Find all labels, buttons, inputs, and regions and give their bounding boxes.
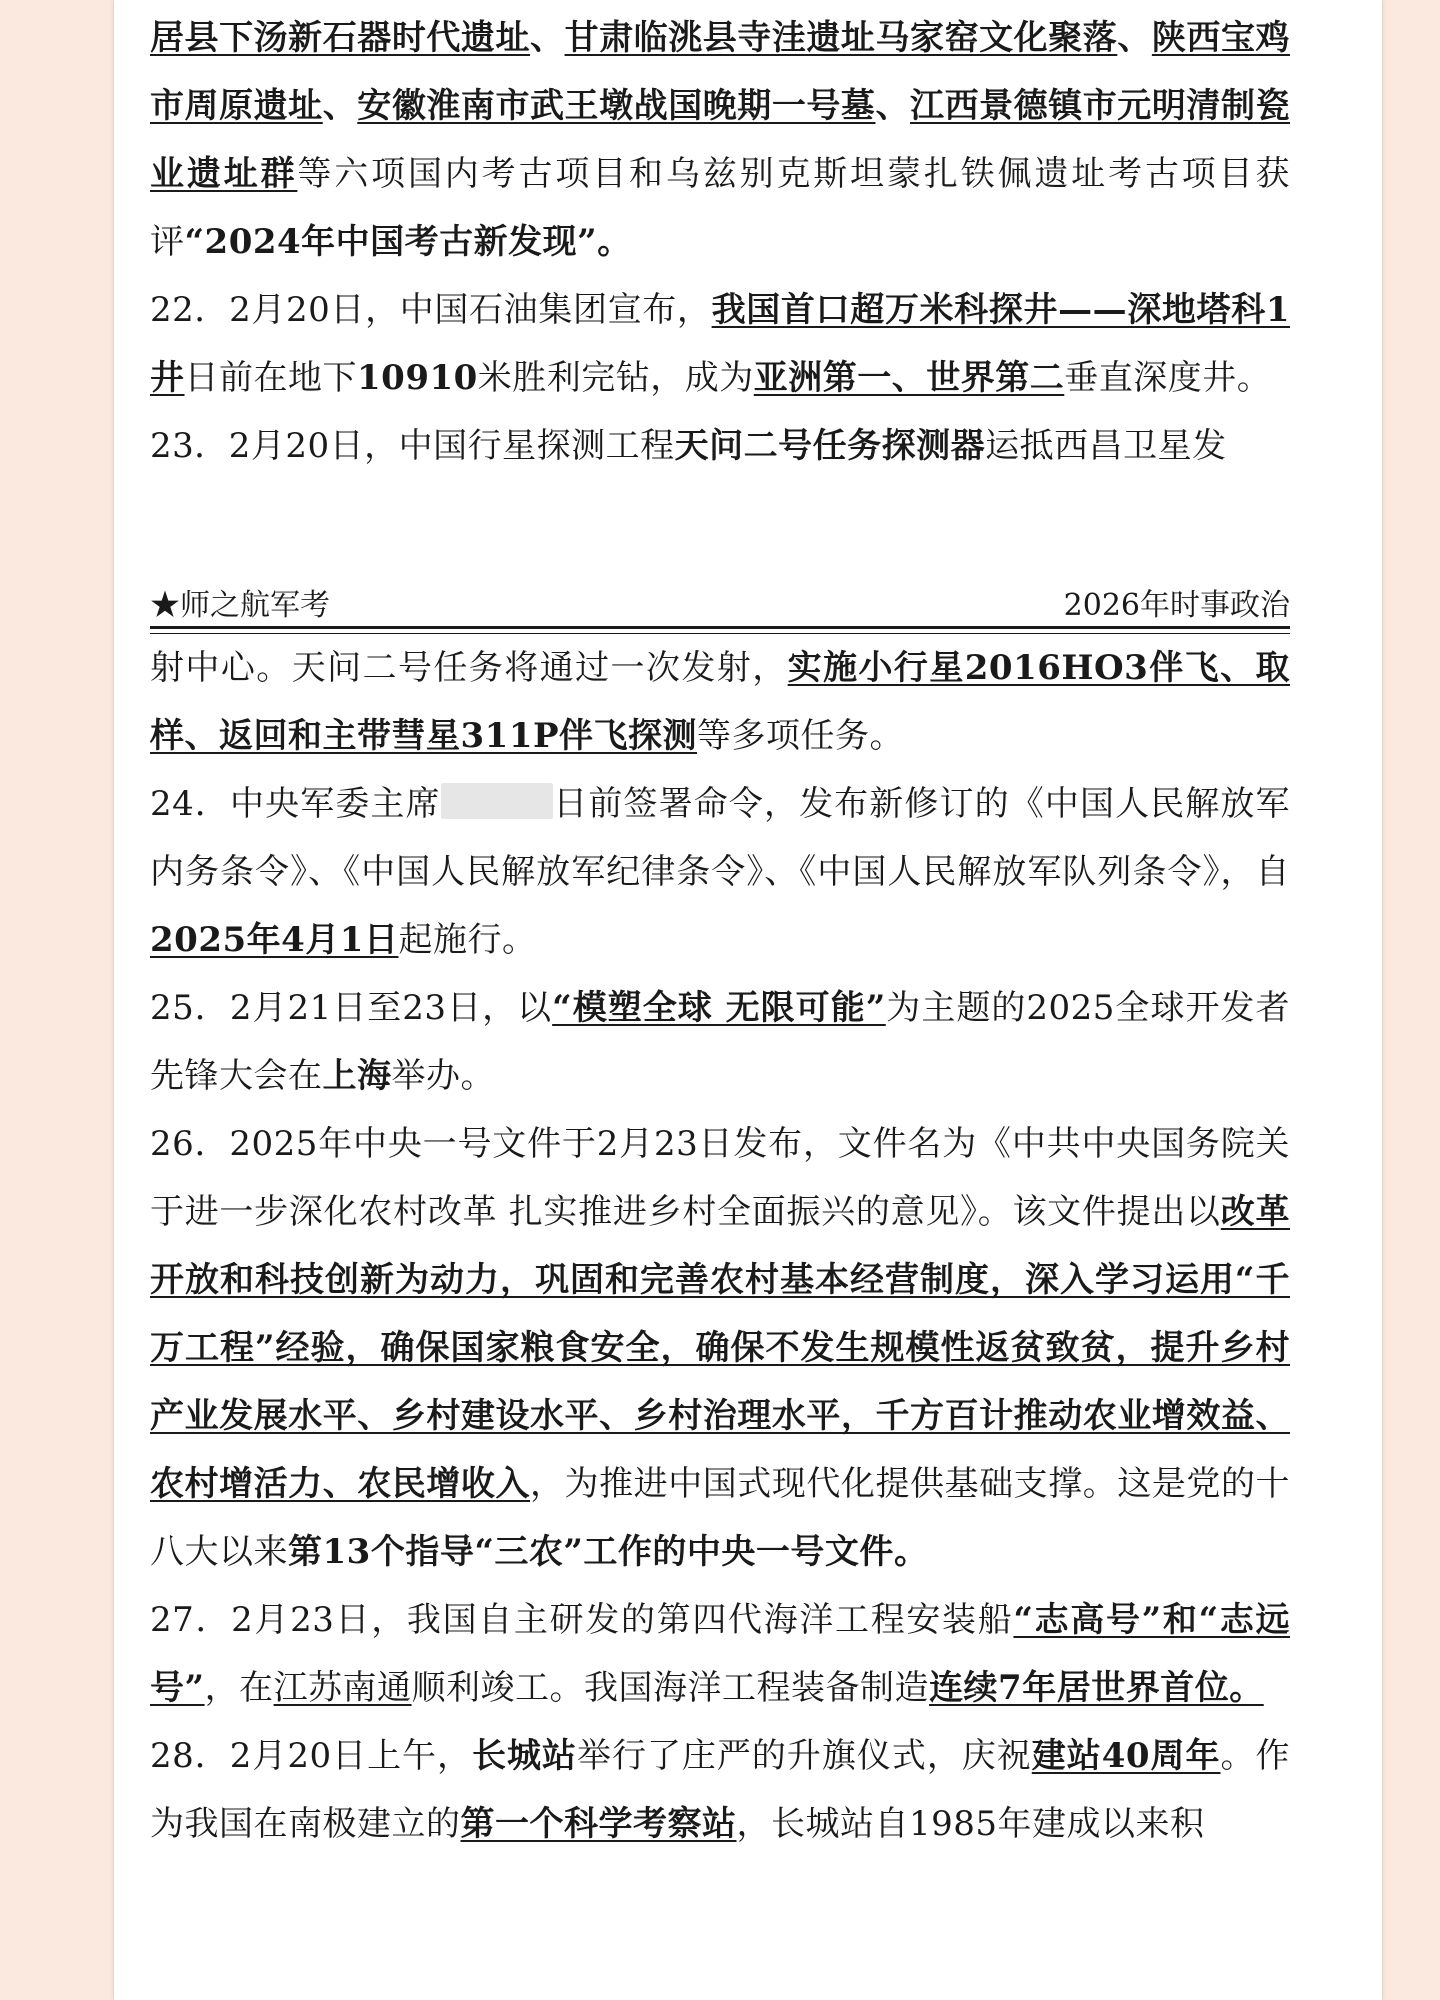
news-item-23: 23．2月20日，中国行星探测工程天问二号任务探测器运抵西昌卫星发 [150, 426, 1227, 466]
item-number: 22． [150, 290, 230, 330]
item-number: 28． [150, 1736, 230, 1776]
page-header [150, 580, 1290, 630]
news-item-21-continued: 居县下汤新石器时代遗址、甘肃临洮县寺洼遗址马家窑文化聚落、陕西宝鸡市周原遗址、安徽淮南市武王墩战国晚期一号墓、江西景德镇市元明清制瓷业遗址群等六项国内考古项目和乌兹别克斯坦蒙扎铁佩遗址考古项目获评“2024年中国考古新发现”。 [150, 18, 1291, 262]
header-brand: ★师之航军考 [150, 588, 330, 623]
page-top-section [150, 4, 1290, 480]
item-number: 25． [150, 988, 230, 1028]
news-item-27: 27．2月23日，我国自主研发的第四代海洋工程安装船“志高号”和“志远号”，在江苏南通顺利竣工。我国海洋工程装备制造连续7年居世界首位。 [150, 1600, 1291, 1708]
news-item-23-continued: 射中心。天问二号任务将通过一次发射，实施小行星2016HO3伴飞、取样、返回和主带彗星311P伴飞探测等多项任务。 [150, 648, 1291, 756]
news-item-22: 22．2月20日，中国石油集团宣布，我国首口超万米科探井——深地塔科1井日前在地下10910米胜利完钻，成为亚洲第一、世界第二垂直深度井。 [150, 290, 1291, 398]
header-thick-rule [150, 626, 1290, 629]
news-item-24: 24．中央军委主席 日前签署命令，发布新修订的《中国人民解放军内务条令》、《中国人民解放军纪律条令》、《中国人民解放军队列条令》，自2025年4月1日起施行。 [150, 784, 1291, 960]
header-subject: 2026年时事政治 [1063, 588, 1290, 623]
news-item-25: 25．2月21日至23日，以“模塑全球 无限可能”为主题的2025全球开发者先锋大会在上海举办。 [150, 988, 1290, 1096]
item-number: 26． [150, 1124, 230, 1164]
item-number: 27． [150, 1600, 232, 1640]
news-item-26: 26．2025年中央一号文件于2月23日发布，文件名为《中共中央国务院关于进一步深化农村改革 扎实推进乡村全面振兴的意见》。该文件提出以改革开放和科技创新为动力，巩固和完善农村基本经营制度，深入学习运用“千万工程”经验，确保国家粮食安全，确保不发生规模性返贫致贫，提升乡村产业发展水平、乡村建设水平、乡村治理水平，千方百计推动农业增效益、农村增活力、农民增收入，为推进中国式现代化提供基础支撑。这是党的十八大以来第13个指导“三农”工作的中央一号文件。 [150, 1124, 1291, 1572]
page-bottom-section [150, 634, 1290, 1858]
news-item-28: 28．2月20日上午，长城站举行了庄严的升旗仪式，庆祝建站40周年。作为我国在南极建立的第一个科学考察站，长城站自1985年建成以来积 [150, 1736, 1290, 1844]
redacted-name-block [441, 783, 553, 819]
item-number: 24． [150, 784, 230, 824]
item-number: 23． [150, 426, 229, 466]
document-page [114, 0, 1382, 2000]
